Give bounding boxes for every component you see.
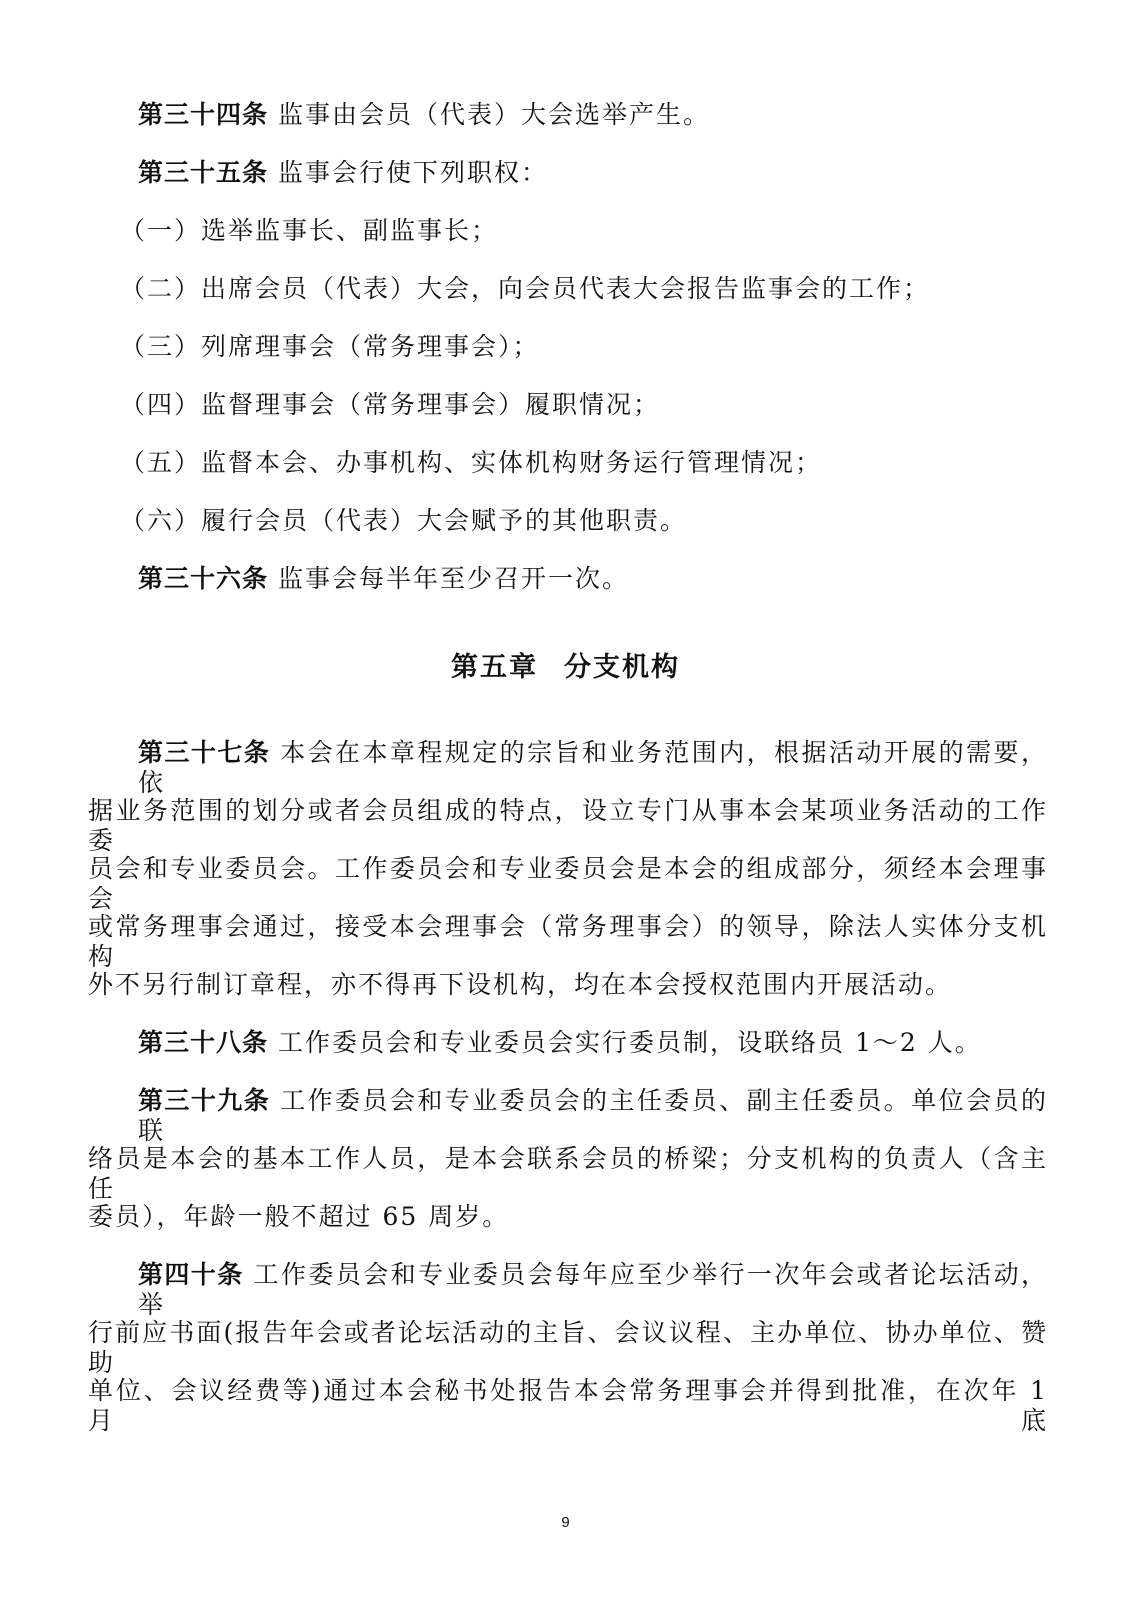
chapter-title: 分支机构	[564, 652, 680, 683]
article-label: 第三十五条	[138, 158, 269, 187]
paragraph-line: 外不另行制订章程，亦不得再下设机构，均在本会授权范围内开展活动。	[88, 970, 953, 999]
paragraph-line: 委员），年龄一般不超过 65 周岁。	[88, 1202, 510, 1231]
list-item: （二）出席会员（代表）大会，向会员代表大会报告监事会的工作；	[120, 274, 931, 303]
article-text: 监事会每半年至少召开一次。	[278, 564, 630, 593]
list-item: （四）监督理事会（常务理事会）履职情况；	[120, 390, 661, 419]
article-text: 工作委员会和专业委员会实行委员制，设联络员 1～2 人。	[278, 1028, 982, 1057]
article-label: 第三十七条	[138, 738, 271, 767]
article-label: 第三十九条	[138, 1086, 271, 1115]
page-number: 9	[561, 1514, 570, 1531]
article-label: 第三十八条	[138, 1028, 269, 1057]
list-item: （一）选举监事长、副监事长；	[120, 216, 499, 245]
article-text: 工作委员会和专业委员会的主任委员、副主任委员。单位会员的联	[138, 1086, 1048, 1145]
article-35	[138, 158, 1048, 188]
paragraph-line: 行前应书面(报告年会或者论坛活动的主旨、会议议程、主办单位、协办单位、赞助	[88, 1318, 1048, 1377]
list-item: （五）监督本会、办事机构、实体机构财务运行管理情况；	[120, 448, 823, 477]
article-34	[138, 100, 1048, 130]
article-label: 第三十六条	[138, 564, 269, 593]
article-text: 工作委员会和专业委员会每年应至少举行一次年会或者论坛活动，举	[138, 1260, 1048, 1319]
article-text: 本会在本章程规定的宗旨和业务范围内，根据活动开展的需要，依	[138, 738, 1048, 797]
article-36	[138, 564, 1048, 594]
paragraph-line: 据业务范围的划分或者会员组成的特点，设立专门从事本会某项业务活动的工作委	[88, 796, 1048, 855]
article-37	[138, 738, 1048, 797]
list-item: （三）列席理事会（常务理事会）；	[120, 332, 540, 361]
paragraph-line: 络员是本会的基本工作人员，是本会联系会员的桥梁；分支机构的负责人（含主任	[88, 1144, 1048, 1203]
paragraph-line: 员会和专业委员会。工作委员会和专业委员会是本会的组成部分，须经本会理事会	[88, 854, 1048, 913]
chapter-number: 第五章	[451, 652, 538, 683]
article-38	[138, 1028, 1048, 1058]
paragraph-line: 单位、会议经费等)通过本会秘书处报告本会常务理事会并得到批准，在次年 1 月底	[88, 1376, 1048, 1435]
article-label: 第四十条	[138, 1260, 244, 1289]
article-text: 监事由会员（代表）大会选举产生。	[278, 100, 711, 129]
paragraph-line: 或常务理事会通过，接受本会理事会（常务理事会）的领导，除法人实体分支机构	[88, 912, 1048, 971]
chapter-heading	[0, 652, 1131, 684]
article-label: 第三十四条	[138, 100, 269, 129]
article-39	[138, 1086, 1048, 1145]
list-item: （六）履行会员（代表）大会赋予的其他职责。	[120, 506, 688, 535]
article-text: 监事会行使下列职权：	[278, 158, 549, 187]
article-40	[138, 1260, 1048, 1319]
